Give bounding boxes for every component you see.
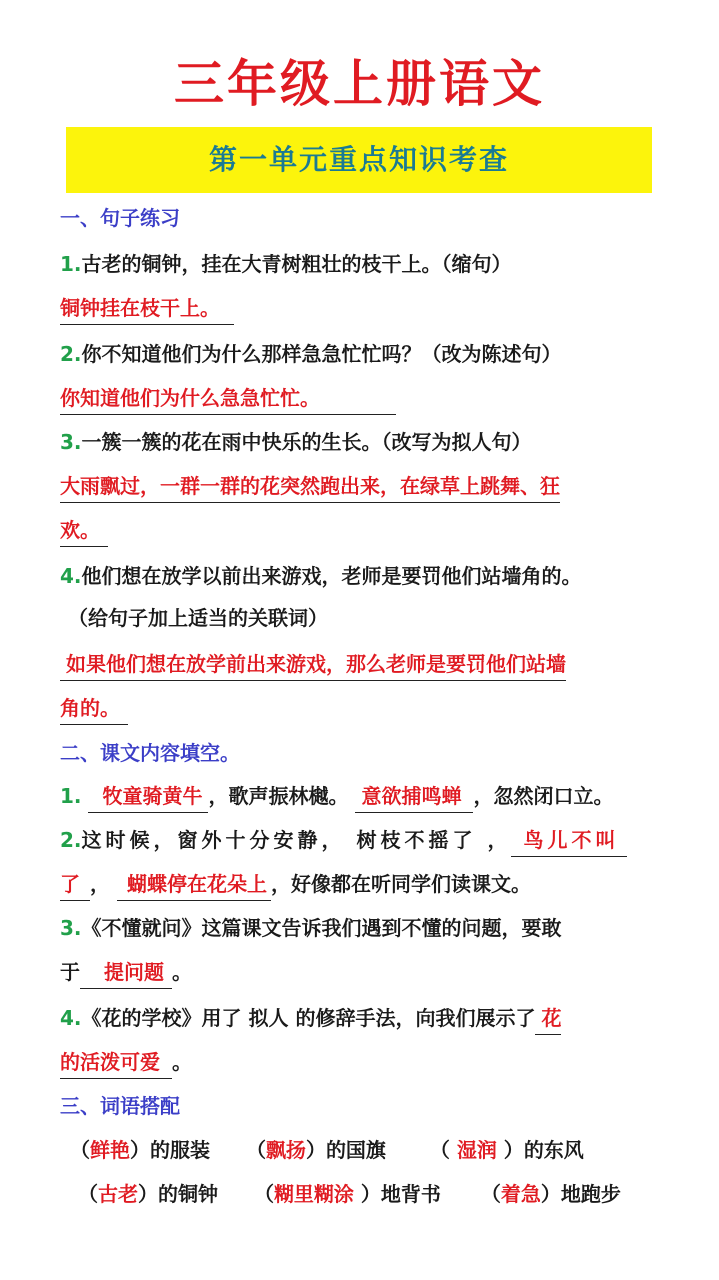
- question-number: 1.: [60, 252, 82, 276]
- word-pair: （ 湿润 ）的东风: [429, 1138, 584, 1162]
- section-heading-1: 一、句子练习: [60, 206, 180, 230]
- word-pair: （着急）地跑步: [480, 1182, 621, 1206]
- question-text: 。: [172, 960, 192, 984]
- question-2-4-cont: [60, 1046, 689, 1079]
- question-1-2: [60, 338, 689, 370]
- question-2-2-cont: [60, 868, 689, 901]
- question-2-2: [60, 824, 689, 857]
- question-text: 古老的铜钟，挂在大青树粗壮的枝干上。（缩句）: [81, 252, 512, 276]
- answer-text: 铜钟挂在枝干上。: [60, 292, 234, 325]
- word-pair: （鲜艳）的服装: [70, 1138, 210, 1162]
- answer-1-4-line2: [60, 692, 689, 725]
- question-2-3-cont: [60, 956, 689, 989]
- question-number: 3.: [60, 916, 82, 940]
- answer-text: 大雨飘过，一群一群的花突然跑出来，在绿草上跳舞、狂: [60, 470, 560, 503]
- answer-1-4-line1: [60, 648, 689, 681]
- question-text: 《不懂就问》这篇课文告诉我们遇到不懂的问题，要敢: [81, 916, 562, 940]
- fill-blank: 蝴蝶停在花朵上: [117, 868, 271, 901]
- answer-text: 你知道他们为什么急急忙忙。: [60, 382, 396, 415]
- section-heading-3: 三、词语搭配: [60, 1094, 180, 1118]
- question-text: ，: [90, 872, 110, 896]
- answer-word: 鲜艳: [90, 1138, 130, 1162]
- fill-blank: 的活泼可爱: [60, 1046, 172, 1079]
- question-number: 3.: [60, 430, 82, 454]
- word-match-row-2: [78, 1178, 689, 1210]
- page-title: 三年级上册语文: [174, 55, 545, 113]
- answer-word: 湿润: [456, 1138, 497, 1162]
- question-number: 1.: [60, 784, 82, 808]
- answer-1-3-line2: [60, 514, 689, 547]
- question-text: 《花的学校》用了 拟人 的修辞手法，向我们展示了: [81, 1006, 536, 1030]
- question-text: 。: [172, 1050, 192, 1074]
- question-number: 4.: [60, 564, 82, 588]
- fill-blank: 了: [60, 868, 90, 901]
- question-2-1: [60, 780, 689, 813]
- answer-1-3-line1: [60, 470, 689, 503]
- answer-text: 如果他们想在放学前出来游戏，那么老师是要罚他们站墙: [60, 648, 566, 681]
- word-pair: （飘扬）的国旗: [245, 1138, 386, 1162]
- question-text: ，歌声振林樾。: [208, 784, 349, 808]
- fill-blank: 花: [535, 1002, 561, 1035]
- question-1-4: [60, 560, 689, 592]
- word-pair: （糊里糊涂 ）地背书: [253, 1182, 441, 1206]
- section-heading-2: 二、课文内容填空。: [60, 741, 240, 765]
- fill-blank: 提问题: [80, 956, 172, 989]
- answer-word: 飘扬: [265, 1138, 306, 1162]
- question-text: 你不知道他们为什么那样急急忙忙吗？（改为陈述句）: [81, 342, 562, 366]
- question-2-4: [60, 1002, 689, 1035]
- answer-1-2: [60, 382, 689, 415]
- question-number: 2.: [60, 342, 82, 366]
- question-text: 于: [60, 960, 80, 984]
- answer-text: 欢。: [60, 514, 108, 547]
- question-text: 这时候，窗外十分安静， 树枝不摇了 ，: [81, 828, 512, 852]
- question-text: ，好像都在听同学们读课文。: [270, 872, 531, 896]
- question-number: 4.: [60, 1006, 82, 1030]
- question-1-3: [60, 426, 689, 458]
- answer-word: 糊里糊涂: [273, 1182, 354, 1206]
- fill-blank: 鸟儿不叫: [511, 824, 627, 857]
- word-pair: （古老）的铜钟: [78, 1182, 218, 1206]
- question-text: ，忽然闭口立。: [473, 784, 614, 808]
- question-1-4-hint: （给句子加上适当的关联词）: [68, 606, 328, 630]
- fill-blank: 意欲捕鸣蝉: [355, 780, 473, 813]
- word-match-row-1: [70, 1134, 689, 1166]
- unit-banner: 第一单元重点知识考查: [66, 127, 652, 193]
- question-text: 他们想在放学以前出来游戏，老师是要罚他们站墙角的。: [81, 564, 582, 588]
- question-number: 2.: [60, 828, 82, 852]
- question-text: 一簇一簇的花在雨中快乐的生长。（改写为拟人句）: [81, 430, 532, 454]
- fill-blank: 牧童骑黄牛: [88, 780, 208, 813]
- answer-word: 古老: [98, 1182, 138, 1206]
- question-1-1: [60, 248, 689, 280]
- answer-text: 角的。: [60, 692, 128, 725]
- answer-1-1: [60, 292, 689, 325]
- answer-word: 着急: [500, 1182, 541, 1206]
- question-2-3: [60, 912, 689, 944]
